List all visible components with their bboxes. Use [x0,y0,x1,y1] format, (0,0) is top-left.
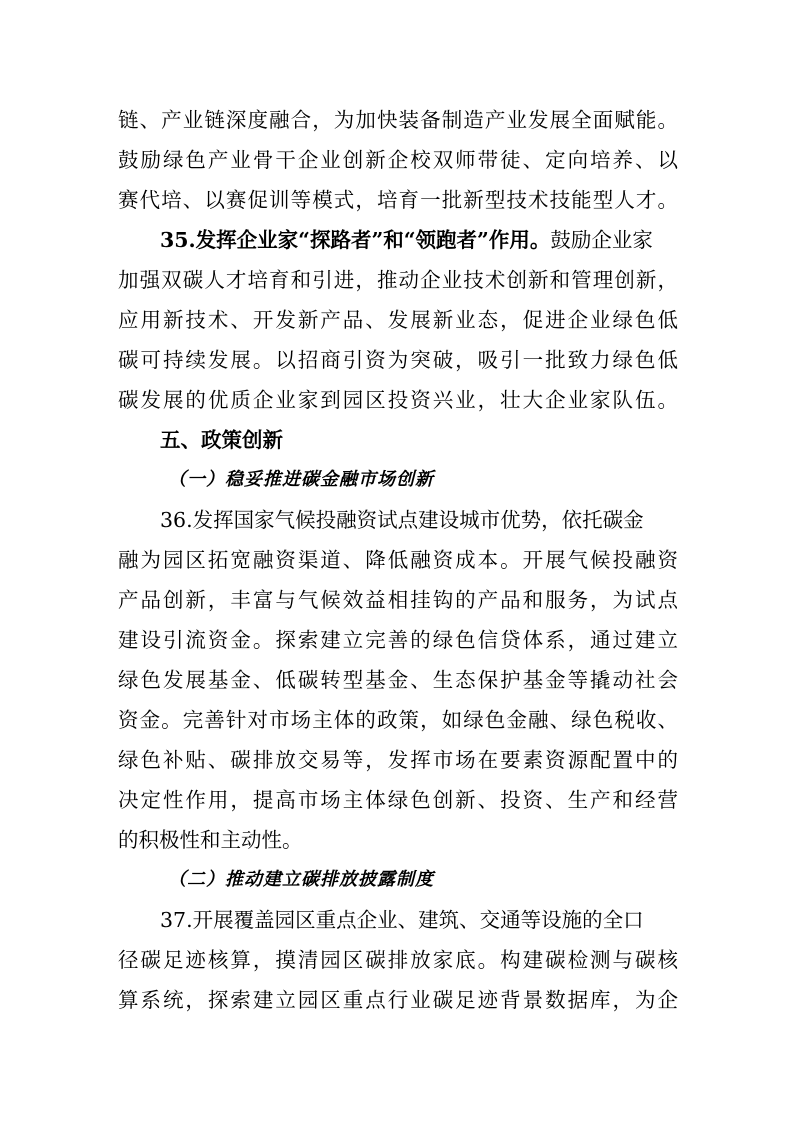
paragraph-line: 碳可持续发展。以招商引资为突破，吸引一批致力绿色低 [118,348,678,372]
item-36-line: 资金。完善针对市场主体的政策，如绿色金融、绿色税收、 [118,708,678,732]
item-35-first-line [118,220,678,260]
subsection-title-2: （二）推动建立碳排放披露制度 [168,869,434,890]
paragraph-line: 碳发展的优质企业家到园区投资兴业，壮大企业家队伍。 [118,388,678,412]
item-36-line: 的积极性和主动性。 [118,828,303,852]
paragraph-line: 鼓励绿色产业骨干企业创新企校双师带徒、定向培养、以 [118,148,678,172]
item-36-line: 产品创新，丰富与气候效益相挂钩的产品和服务，为试点 [118,588,678,612]
document-page [118,100,678,1020]
item-36-line: 融为园区拓宽融资渠道、降低融资成本。开展气候投融资 [118,548,678,572]
item-37-line: 37.开展覆盖园区重点企业、建筑、交通等设施的全口 [160,908,644,932]
item-35-text: 鼓励企业家 [550,228,653,252]
item-36-line: 绿色发展基金、低碳转型基金、生态保护基金等撬动社会 [118,668,678,692]
paragraph-line: 赛代培、以赛促训等模式，培育一批新型技术技能型人才。 [118,188,678,212]
item-36-line: 建设引流资金。探索建立完善的绿色信贷体系，通过建立 [118,628,678,652]
subsection-title-1: （一）稳妥推进碳金融市场创新 [168,469,434,490]
item-37-line: 径碳足迹核算，摸清园区碳排放家底。构建碳检测与碳核 [118,948,678,972]
paragraph-line: 链、产业链深度融合，为加快装备制造产业发展全面赋能。 [118,108,678,132]
paragraph-line: 应用新技术、开发新产品、发展新业态，促进企业绿色低 [118,308,678,332]
item-35-heading: 35.发挥企业家“探路者”和“领跑者”作用。 [160,228,551,252]
item-36-line: 36.发挥国家气候投融资试点建设城市优势，依托碳金 [160,508,644,532]
section-title: 五、政策创新 [160,428,283,452]
item-36-line: 决定性作用，提高市场主体绿色创新、投资、生产和经营 [118,788,678,812]
item-36-line: 绿色补贴、碳排放交易等，发挥市场在要素资源配置中的 [118,748,678,772]
paragraph-line: 加强双碳人才培育和引进，推动企业技术创新和管理创新， [118,268,678,292]
item-37-line: 算系统，探索建立园区重点行业碳足迹背景数据库，为企 [118,988,678,1012]
